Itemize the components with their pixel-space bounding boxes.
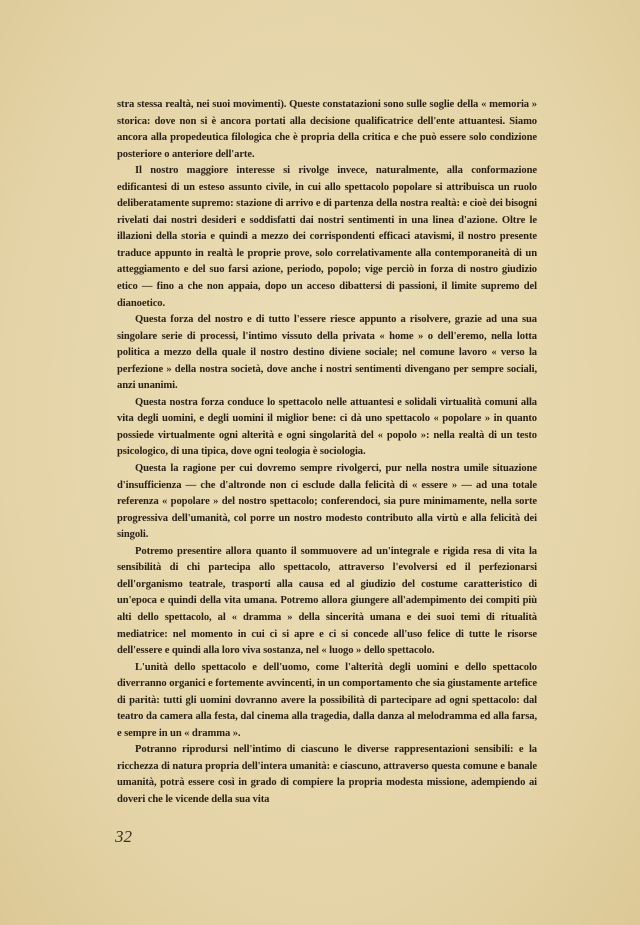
paragraph-5: Questa la ragione per cui dovremo sempre rivolgerci, pur nella nostra umile situazione d'insufficienza — che d'altronde non ci esclude dalla felicità di « essere » — ad una totale referenza « popolare » del nostro spettacolo; conferendoci, sia pure minimamente, nella sorte progressiva dell'umanità, col porre un nostro modesto contributo alla virtù e alla felicità dei singoli. bbox=[117, 463, 537, 541]
paragraph-3: Questa forza del nostro e di tutto l'essere riesce appunto a risolvere, grazie ad una sua singolare serie di processi, l'intimo vissuto della privata « home » o dell'eremo, nella lotta politica a mezzo della quale il nostro destino diviene sociale; nel comune lavoro « verso la perfezione » della nostra società, dove anche i nostri sentimenti divengano per sempre sociali, anzi unanimi. bbox=[117, 314, 537, 392]
paragraph-2: Il nostro maggiore interesse si rivolge invece, naturalmente, alla conformazione edificantesi di un esteso assunto civile, in cui allo spettacolo popolare si attribuisca un ruolo deliberatamente supremo: stazione di arrivo e di partenza della nostra realtà: e cioè dei bisogni rivelati dai nostri desideri e soddisfatti dai nostri sentimenti in una linea d'azione. Oltre le illazioni della storia e quindi a mezzo dei corrispondenti efficaci atavismi, il nostro presente traduce appunto in realtà le proprie prove, solo correlativamente alla contemporaneità di un atteggiamento e del suo farsi azione, periodo, popolo; vige perciò in forza di nostro giudizio etico — fino a che non appaia, dopo un acceso dibattersi di passioni, il limite supremo del dianoetico. bbox=[117, 165, 537, 309]
paragraph-6: Potremo presentire allora quanto il sommuovere ad un'integrale e rigida resa di vita la sensibilità di chi partecipa allo spettacolo, attraverso l'evolversi ed il perfezionarsi dell'organismo teatrale, trasporti alla causa ed al giudizio del costume caratteristico di un'epoca e quindi della vita umana. Potremo allora giungere all'adempimento dei compiti più alti dello spettacolo, al « dramma » della sincerità umana e dei suoi temi di ritualità mediatrice: nel momento in cui ci si apre e ci si concede all'uso felice di tutte le risorse dell'essere e quindi alla loro viva sostanza, nel « luogo » dello spettacolo. bbox=[117, 545, 537, 657]
body-text bbox=[117, 97, 537, 809]
paragraph-4: Questa nostra forza conduce lo spettacolo nelle attuantesi e solidali virtualità comuni alla vita degli uomini, e degli uomini il miglior bene: ci dà uno spettacolo « popolare » in quanto possiede virtualmente ogni alterità e ogni singolarità del « popolo »: nella realtà di un testo psicologico, di una tipica, dove ogni teologia è sociologia. bbox=[117, 396, 537, 458]
page-number: 32 bbox=[115, 827, 132, 846]
paragraph-8: Potranno riprodursi nell'intimo di ciascuno le diverse rappresentazioni sensibili: e la ricchezza di natura propria dell'intera umanità: e ciascuno, attraverso questa comune e banale umanità, potrà essere così in grado di compiere la propria modesta missione, adempiendo ai doveri che le vicende della sua vita bbox=[117, 744, 537, 805]
paragraph-1: stra stessa realtà, nei suoi movimenti). Queste constatazioni sono sulle soglie della « memoria » storica: dove non si è ancora portati alla decisione qualificatrice dell'ente attuantesi. Siamo ancora alla propedeutica filologica che è propria della critica e che può essere solo condizione posteriore o anteriore dell'arte. bbox=[117, 99, 537, 160]
paragraph-7: L'unità dello spettacolo e dell'uomo, come l'alterità degli uomini e dello spettacolo diverranno organici e fortemente avvincenti, in un comportamento che sia giustamente artefice di parità: tutti gli uomini dovranno avere la possibilità di partecipare ad ogni spettacolo: dal teatro da camera alla festa, dal cinema alla tragedia, dalla danza al melodramma ed alla farsa, e sempre in un « dramma ». bbox=[117, 661, 537, 739]
